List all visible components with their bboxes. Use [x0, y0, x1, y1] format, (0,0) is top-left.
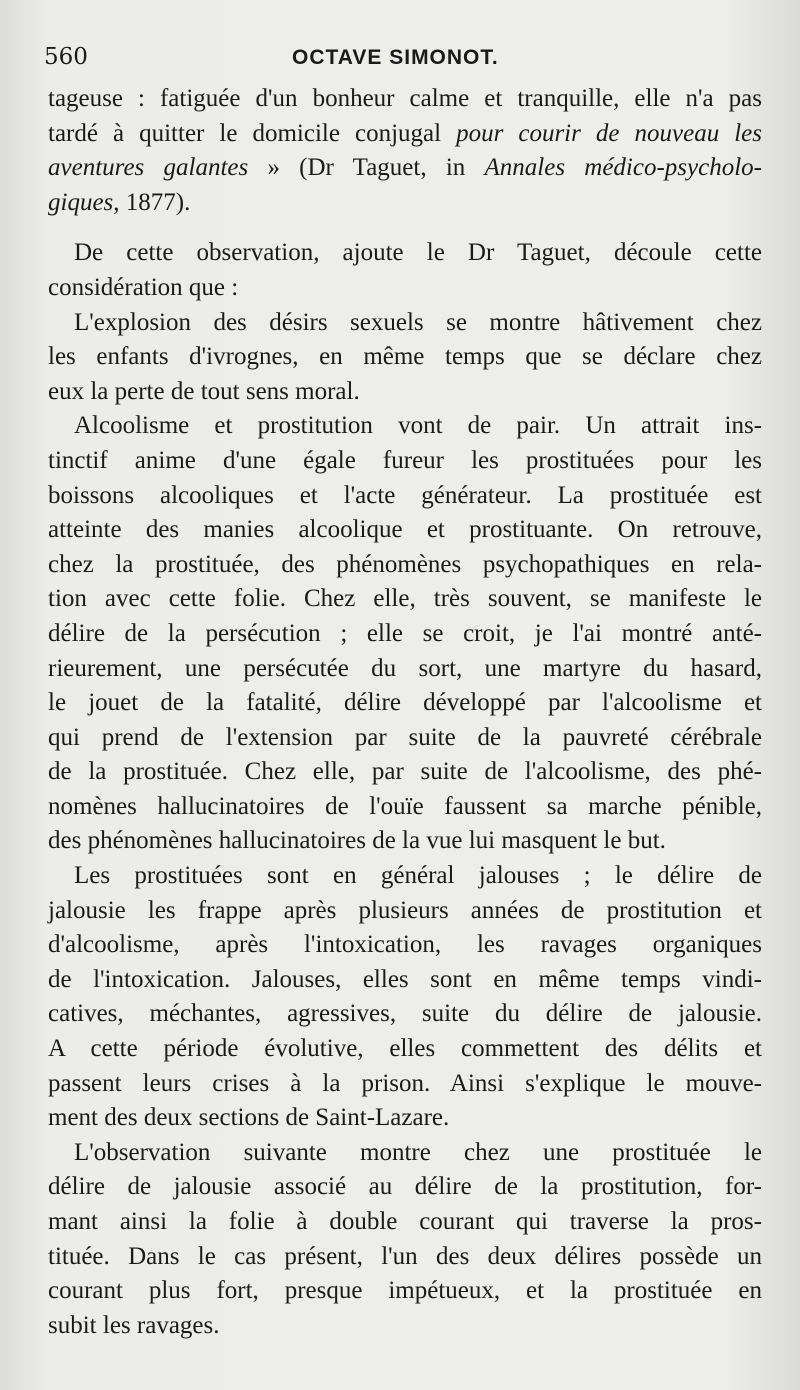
text-line: [48, 1136, 762, 1171]
paragraph: [48, 306, 762, 410]
italic-text: aventures galantes: [48, 154, 249, 182]
paragraph: [48, 82, 762, 220]
text-run: , 1877).: [113, 188, 191, 216]
text-line: [48, 409, 762, 444]
text-line: [48, 444, 762, 479]
italic-text: pour courir de nouveau les: [456, 119, 762, 147]
text-run: De cette observation, ajoute le Dr Taguet, découle cette: [74, 239, 762, 267]
page-header: [44, 40, 764, 76]
text-run: tituée. Dans le cas présent, l'un des deux délires possède un: [48, 1242, 762, 1270]
text-line: [48, 1205, 762, 1240]
text-run: subit les ravages.: [48, 1311, 220, 1339]
body-text: [48, 82, 762, 1343]
text-line: [48, 306, 762, 341]
text-run: boissons alcooliques et l'acte générateur. La prostituée est: [48, 481, 762, 509]
text-run: tardé à quitter le domicile conjugal: [48, 119, 457, 147]
text-run: tion avec cette folie. Chez elle, très souvent, se manifeste le: [48, 585, 762, 613]
running-title: OCTAVE SIMONOT.: [292, 46, 499, 69]
text-line: [48, 236, 762, 271]
text-line: [48, 790, 762, 825]
page-number: 560: [44, 44, 88, 70]
text-line: [48, 82, 762, 117]
text-run: passent leurs crises à la prison. Ainsi s'explique le mouve-: [48, 1069, 762, 1097]
text-run: de l'intoxication. Jalouses, elles sont en même temps vindi-: [48, 965, 762, 993]
text-line: [48, 271, 762, 306]
text-line: [48, 375, 762, 410]
text-line: [48, 1274, 762, 1309]
text-line: [48, 755, 762, 790]
text-line: [48, 548, 762, 583]
text-line: [48, 928, 762, 963]
text-line: [48, 1032, 762, 1067]
text-run: A cette période évolutive, elles commettent des délits et: [48, 1035, 762, 1063]
text-run: de la prostituée. Chez elle, par suite de l'alcoolisme, des phé-: [48, 758, 762, 786]
text-run: tinctif anime d'une égale fureur les prostituées pour les: [48, 446, 762, 474]
text-run: L'observation suivante montre chez une prostituée le: [74, 1138, 762, 1166]
text-line: [48, 186, 762, 221]
text-run: jalousie les frappe après plusieurs années de prostitution et: [48, 896, 762, 924]
text-line: [48, 1101, 762, 1136]
text-run: eux la perte de tout sens moral.: [48, 377, 360, 405]
text-line: [48, 340, 762, 375]
text-run: atteinte des manies alcoolique et prostituante. On retrouve,: [48, 516, 762, 544]
text-run: considération que :: [48, 273, 239, 301]
text-run: catives, méchantes, agressives, suite du délire de jalousie.: [48, 1000, 762, 1028]
paragraph: [48, 409, 762, 859]
text-line: [48, 824, 762, 859]
text-line: [48, 1067, 762, 1102]
italic-text: giques: [48, 188, 114, 216]
text-run: délire de la persécution ; elle se croit, je l'ai montré anté-: [48, 619, 762, 647]
text-line: [48, 617, 762, 652]
paragraph: [48, 236, 762, 305]
text-run: les enfants d'ivrognes, en même temps que se déclare chez: [48, 343, 762, 371]
text-line: [48, 894, 762, 929]
text-run: chez la prostituée, des phénomènes psychopathiques en rela-: [48, 550, 762, 578]
text-line: [48, 721, 762, 756]
text-line: [48, 151, 762, 186]
text-line: [48, 963, 762, 998]
paragraph: [48, 859, 762, 1136]
italic-text: Annales médico-psycholo-: [484, 154, 762, 182]
text-line: [48, 1309, 762, 1344]
text-line: [48, 859, 762, 894]
text-line: [48, 582, 762, 617]
text-run: Les prostituées sont en général jalouses ; le délire de: [74, 862, 762, 890]
text-line: [48, 997, 762, 1032]
text-line: [48, 1240, 762, 1275]
text-line: [48, 117, 762, 152]
text-run: d'alcoolisme, après l'intoxication, les ravages organiques: [48, 931, 762, 959]
text-line: [48, 1170, 762, 1205]
text-run: nomènes hallucinatoires de l'ouïe faussent sa marche pénible,: [48, 792, 762, 820]
text-run: qui prend de l'extension par suite de la pauvreté cérébrale: [48, 723, 762, 751]
text-run: des phénomènes hallucinatoires de la vue lui masquent le but.: [48, 827, 666, 855]
text-line: [48, 686, 762, 721]
text-run: tageuse : fatiguée d'un bonheur calme et tranquille, elle n'a pas: [48, 85, 762, 112]
text-run: le jouet de la fatalité, délire développé par l'alcoolisme et: [48, 689, 762, 717]
paragraph: [48, 1136, 762, 1344]
text-run: délire de jalousie associé au délire de la prostitution, for-: [48, 1173, 762, 1201]
text-run: ment des deux sections de Saint-Lazare.: [48, 1104, 450, 1132]
text-run: mant ainsi la folie à double courant qui traverse la pros-: [48, 1208, 762, 1235]
text-run: L'explosion des désirs sexuels se montre hâtivement chez: [74, 308, 762, 336]
text-run: rieurement, une persécutée du sort, une martyre du hasard,: [48, 654, 762, 682]
text-run: courant plus fort, presque impétueux, et la prostituée en: [48, 1277, 762, 1305]
text-line: [48, 652, 762, 687]
text-line: [48, 479, 762, 514]
text-run: » (Dr Taguet, in: [248, 154, 485, 182]
text-line: [48, 513, 762, 548]
text-run: Alcoolisme et prostitution vont de pair. Un attrait ins-: [74, 412, 762, 440]
